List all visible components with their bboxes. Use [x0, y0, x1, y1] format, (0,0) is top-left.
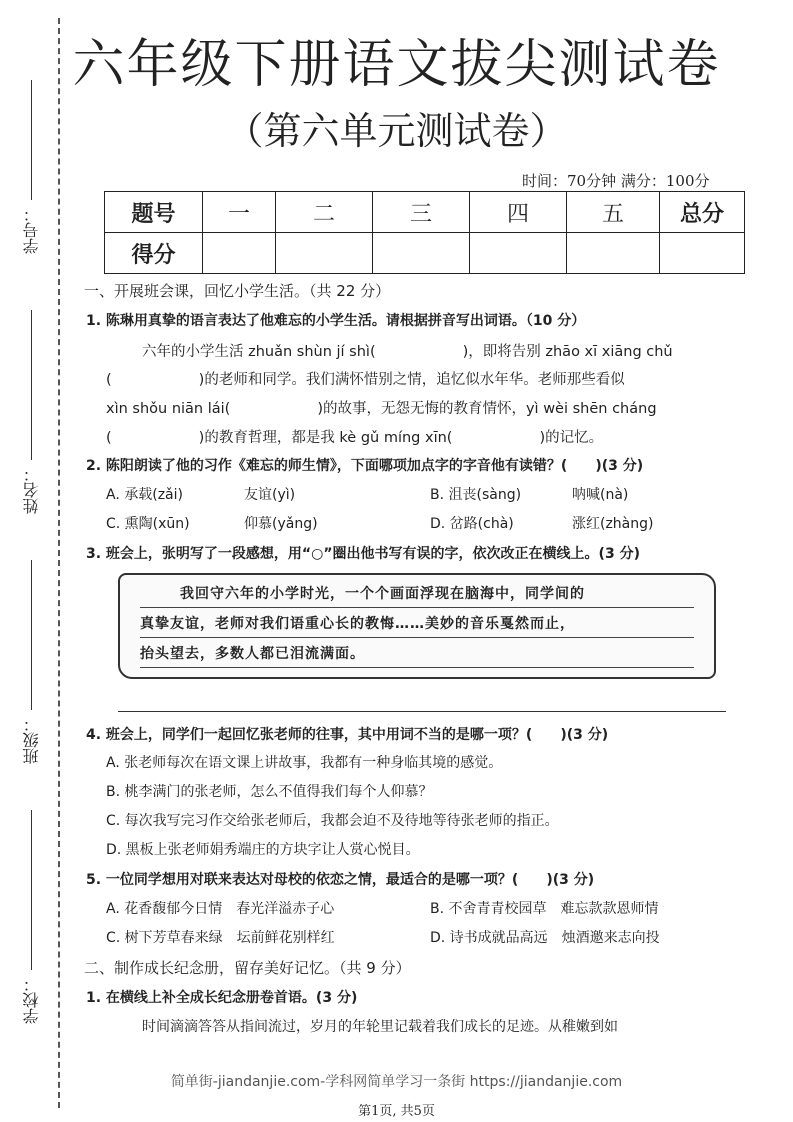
- q1-stem: 1. 陈琳用真挚的语言表达了他难忘的小学生活。请根据拼音写出词语。（10 分）: [86, 313, 586, 329]
- q3-line1: 我回守六年的小学时光，一个个画面浮现在脑海中，同学间的: [140, 581, 694, 608]
- q2-option-c2: 仰慕(yǎng): [244, 516, 318, 532]
- s2-q1-stem: 1. 在横线上补全成长纪念册卷首语。(3 分): [86, 990, 358, 1006]
- score-table-header: 题号: [105, 192, 203, 233]
- q2-stem: 2. 陈阳朗读了他的习作《难忘的师生情》，下面哪项加点字的字音他有读错？( )(3 分): [86, 458, 644, 474]
- score-table: [104, 191, 745, 274]
- q4-option-c: C. 每次我写完习作交给张老师后，我都会迫不及待地等待张老师的指正。: [106, 813, 559, 829]
- q4-option-b: B. 桃李满门的张老师，怎么不值得我们每个人仰慕？: [106, 784, 433, 800]
- q4-stem: 4. 班会上，同学们一起回忆张老师的往事，其中用词不当的是哪一项？( )(3 分): [86, 727, 609, 743]
- score-cell[interactable]: [660, 233, 745, 274]
- q5-option-c: C. 树下芳草春来绿 坛前鲜花别样红: [106, 930, 335, 946]
- school-label: 学校：: [21, 976, 41, 1024]
- binding-dashed-line: [58, 18, 60, 1108]
- q3-stem: 3. 班会上，张明写了一段感想，用“○”圈出他书写有误的字，依次改正在横线上。(3 分): [86, 546, 640, 562]
- q2-option-b1: B. 沮丧(sàng): [430, 487, 522, 503]
- s2-q1-line1: 时间滴滴答答从指间流过，岁月的年轮里记载着我们成长的足迹。从稚嫩到如: [142, 1019, 618, 1035]
- page-number: 第1页, 共5页: [358, 1104, 435, 1119]
- q1-line1: 六年的小学生活 zhuǎn shùn jí shì( )，即将告别 zhāo xī xiāng chǔ: [142, 344, 673, 360]
- q5-option-a: A. 花香馥郁今日情 春光洋溢赤子心: [106, 901, 335, 917]
- q2-option-b2: 呐喊(nà): [572, 487, 629, 503]
- q5-stem: 5. 一位同学想用对联来表达对母校的依恋之情，最适合的是哪一项？( )(3 分): [86, 872, 595, 888]
- q2-option-c1: C. 熏陶(xūn): [106, 516, 190, 532]
- section2-heading: 二、制作成长纪念册，留存美好记忆。（共 9 分）: [84, 959, 411, 977]
- name-field[interactable]: [14, 310, 48, 520]
- score-col-4: 四: [470, 192, 567, 233]
- q3-line3: 抬头望去，多数人都已泪流满面。: [140, 641, 694, 668]
- q1-line2: ( )的老师和同学。我们满怀惜别之情，追忆似水年华。老师那些看似: [106, 372, 625, 388]
- student-id-label: 学号：: [21, 206, 41, 254]
- score-cell[interactable]: [567, 233, 660, 274]
- class-field[interactable]: [14, 560, 48, 770]
- score-col-1: 一: [203, 192, 276, 233]
- time-info: 时间：70分钟 满分：100分: [522, 172, 710, 190]
- q5-option-b: B. 不舍青青校园草 难忘款款恩师情: [430, 901, 659, 917]
- q1-line3: xìn shǒu niān lái( )的故事，无怨无悔的教育情怀，yì wèi shēn cháng: [106, 401, 657, 417]
- class-line: [31, 560, 32, 710]
- page-title: 六年级下册语文拔尖测试卷: [72, 35, 721, 95]
- q3-paragraph-box: [118, 573, 716, 679]
- page-subtitle: （第六单元测试卷）: [225, 109, 568, 153]
- score-cell[interactable]: [470, 233, 567, 274]
- name-label: 姓名：: [21, 466, 41, 514]
- q4-option-d: D. 黑板上张老师娟秀端庄的方块字让人赏心悦目。: [106, 842, 420, 858]
- class-label: 班级：: [21, 716, 41, 764]
- q2-option-a1: A. 承载(zǎi): [106, 487, 183, 503]
- q5-option-d: D. 诗书成就品高远 烛酒邀来志向投: [430, 930, 660, 946]
- score-col-3: 三: [373, 192, 470, 233]
- school-line: [31, 810, 32, 970]
- q2-option-d1: D. 岔路(chà): [430, 516, 514, 532]
- school-field[interactable]: [14, 810, 48, 1030]
- section1-heading: 一、开展班会课，回忆小学生活。（共 22 分）: [84, 282, 391, 300]
- score-col-2: 二: [276, 192, 373, 233]
- q2-option-d2: 涨红(zhàng): [572, 516, 654, 532]
- footer-watermark: 简单街-jiandanjie.com-学科网简单学习一条街 https://jiandanjie.com: [170, 1074, 623, 1090]
- name-line: [31, 310, 32, 460]
- score-col-5: 五: [567, 192, 660, 233]
- q4-option-a: A. 张老师每次在语文课上讲故事，我都有一种身临其境的感觉。: [106, 755, 503, 771]
- score-col-total: 总分: [660, 192, 745, 233]
- score-cell[interactable]: [203, 233, 276, 274]
- q1-line4: ( )的教育哲理，都是我 kè gǔ míng xīn( )的记忆。: [106, 430, 604, 446]
- score-cell[interactable]: [276, 233, 373, 274]
- q3-answer-line[interactable]: [118, 711, 726, 712]
- q2-option-a2: 友谊(yì): [244, 487, 296, 503]
- q3-line2: 真挚友谊，老师对我们语重心长的教悔……美妙的音乐戛然而止，: [140, 611, 694, 638]
- score-cell[interactable]: [373, 233, 470, 274]
- score-row-label: 得分: [105, 233, 203, 274]
